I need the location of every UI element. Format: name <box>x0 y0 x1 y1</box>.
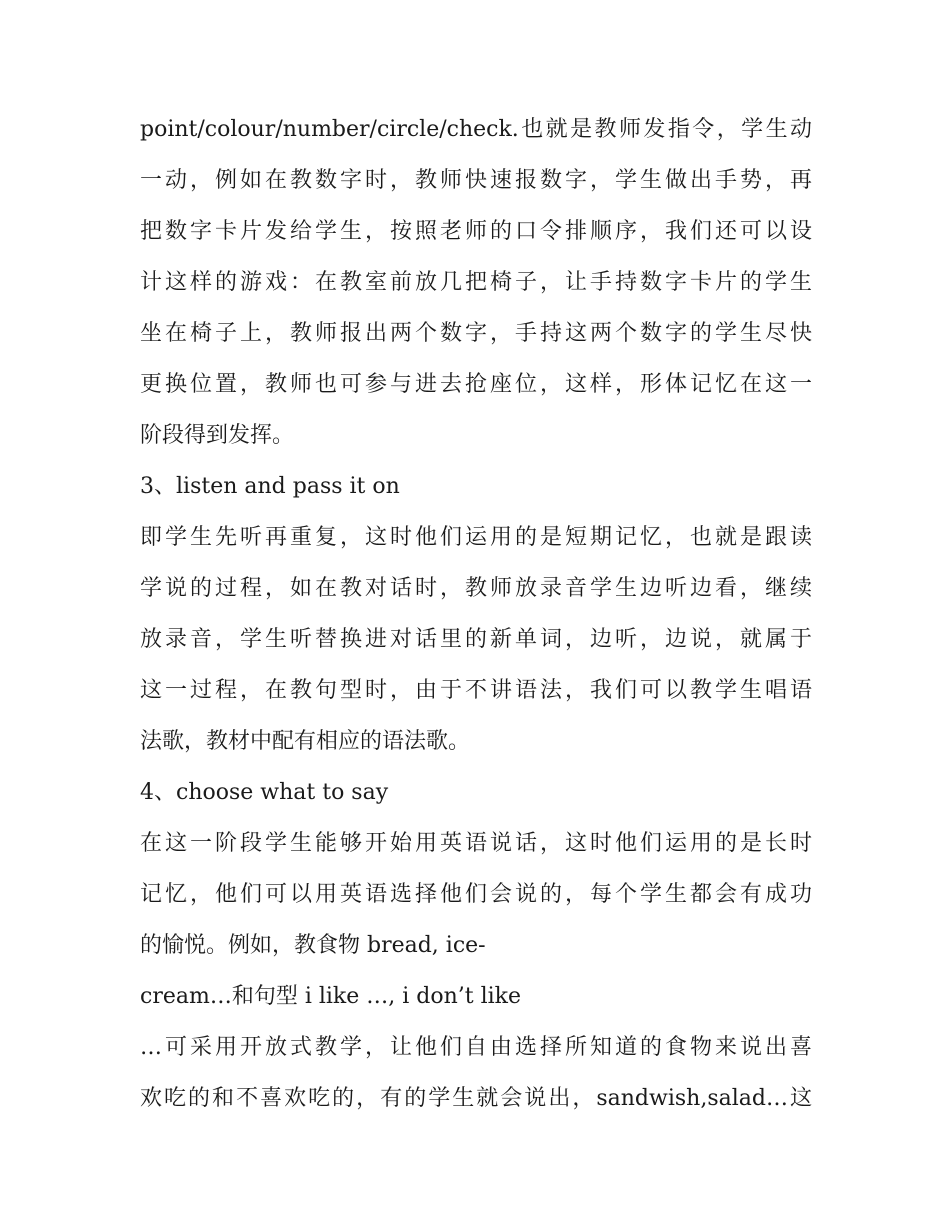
text-line-7: 阶段得到发挥。 <box>140 423 295 448</box>
text-line-1: point/colour/number/circle/check.也就是教师发指令，学生动 <box>140 117 812 142</box>
text-line-13: 法歌，教材中配有相应的语法歌。 <box>140 729 471 754</box>
body-text <box>140 110 812 1130</box>
text-line-20: 欢吃的和不喜欢吃的，有的学生就会说出，sandwish,salad…这 <box>140 1086 812 1111</box>
text-line-12: 这一过程，在教句型时，由于不讲语法，我们可以教学生唱语 <box>140 678 812 703</box>
text-line-11: 放录音，学生听替换进对话里的新单词，边听，边说，就属于 <box>140 627 812 652</box>
text-line-18: cream…和句型 i like …, i don’t like <box>140 984 522 1009</box>
text-line-9: 即学生先听再重复，这时他们运用的是短期记忆，也就是跟读 <box>140 525 812 550</box>
text-line-2: 一动，例如在教数字时，教师快速报数字，学生做出手势，再 <box>140 168 812 193</box>
text-line-16: 记忆，他们可以用英语选择他们会说的，每个学生都会有成功 <box>140 882 812 907</box>
text-line-5: 坐在椅子上，教师报出两个数字，手持这两个数字的学生尽快 <box>140 321 812 346</box>
text-line-4: 计这样的游戏：在教室前放几把椅子，让手持数字卡片的学生 <box>140 270 812 295</box>
text-line-10: 学说的过程，如在教对话时，教师放录音学生边听边看，继续 <box>140 576 812 601</box>
text-line-3: 把数字卡片发给学生，按照老师的口令排顺序，我们还可以设 <box>140 219 812 244</box>
section-heading-3: 3、listen and pass it on <box>140 474 400 499</box>
text-line-19: …可采用开放式教学，让他们自由选择所知道的食物来说出喜 <box>140 1035 812 1060</box>
text-line-15: 在这一阶段学生能够开始用英语说话，这时他们运用的是长时 <box>140 831 812 856</box>
text-line-17: 的愉悦。例如，教食物 bread, ice- <box>140 933 486 958</box>
section-heading-4: 4、choose what to say <box>140 780 389 805</box>
text-line-6: 更换位置，教师也可参与进去抢座位，这样，形体记忆在这一 <box>140 372 812 397</box>
